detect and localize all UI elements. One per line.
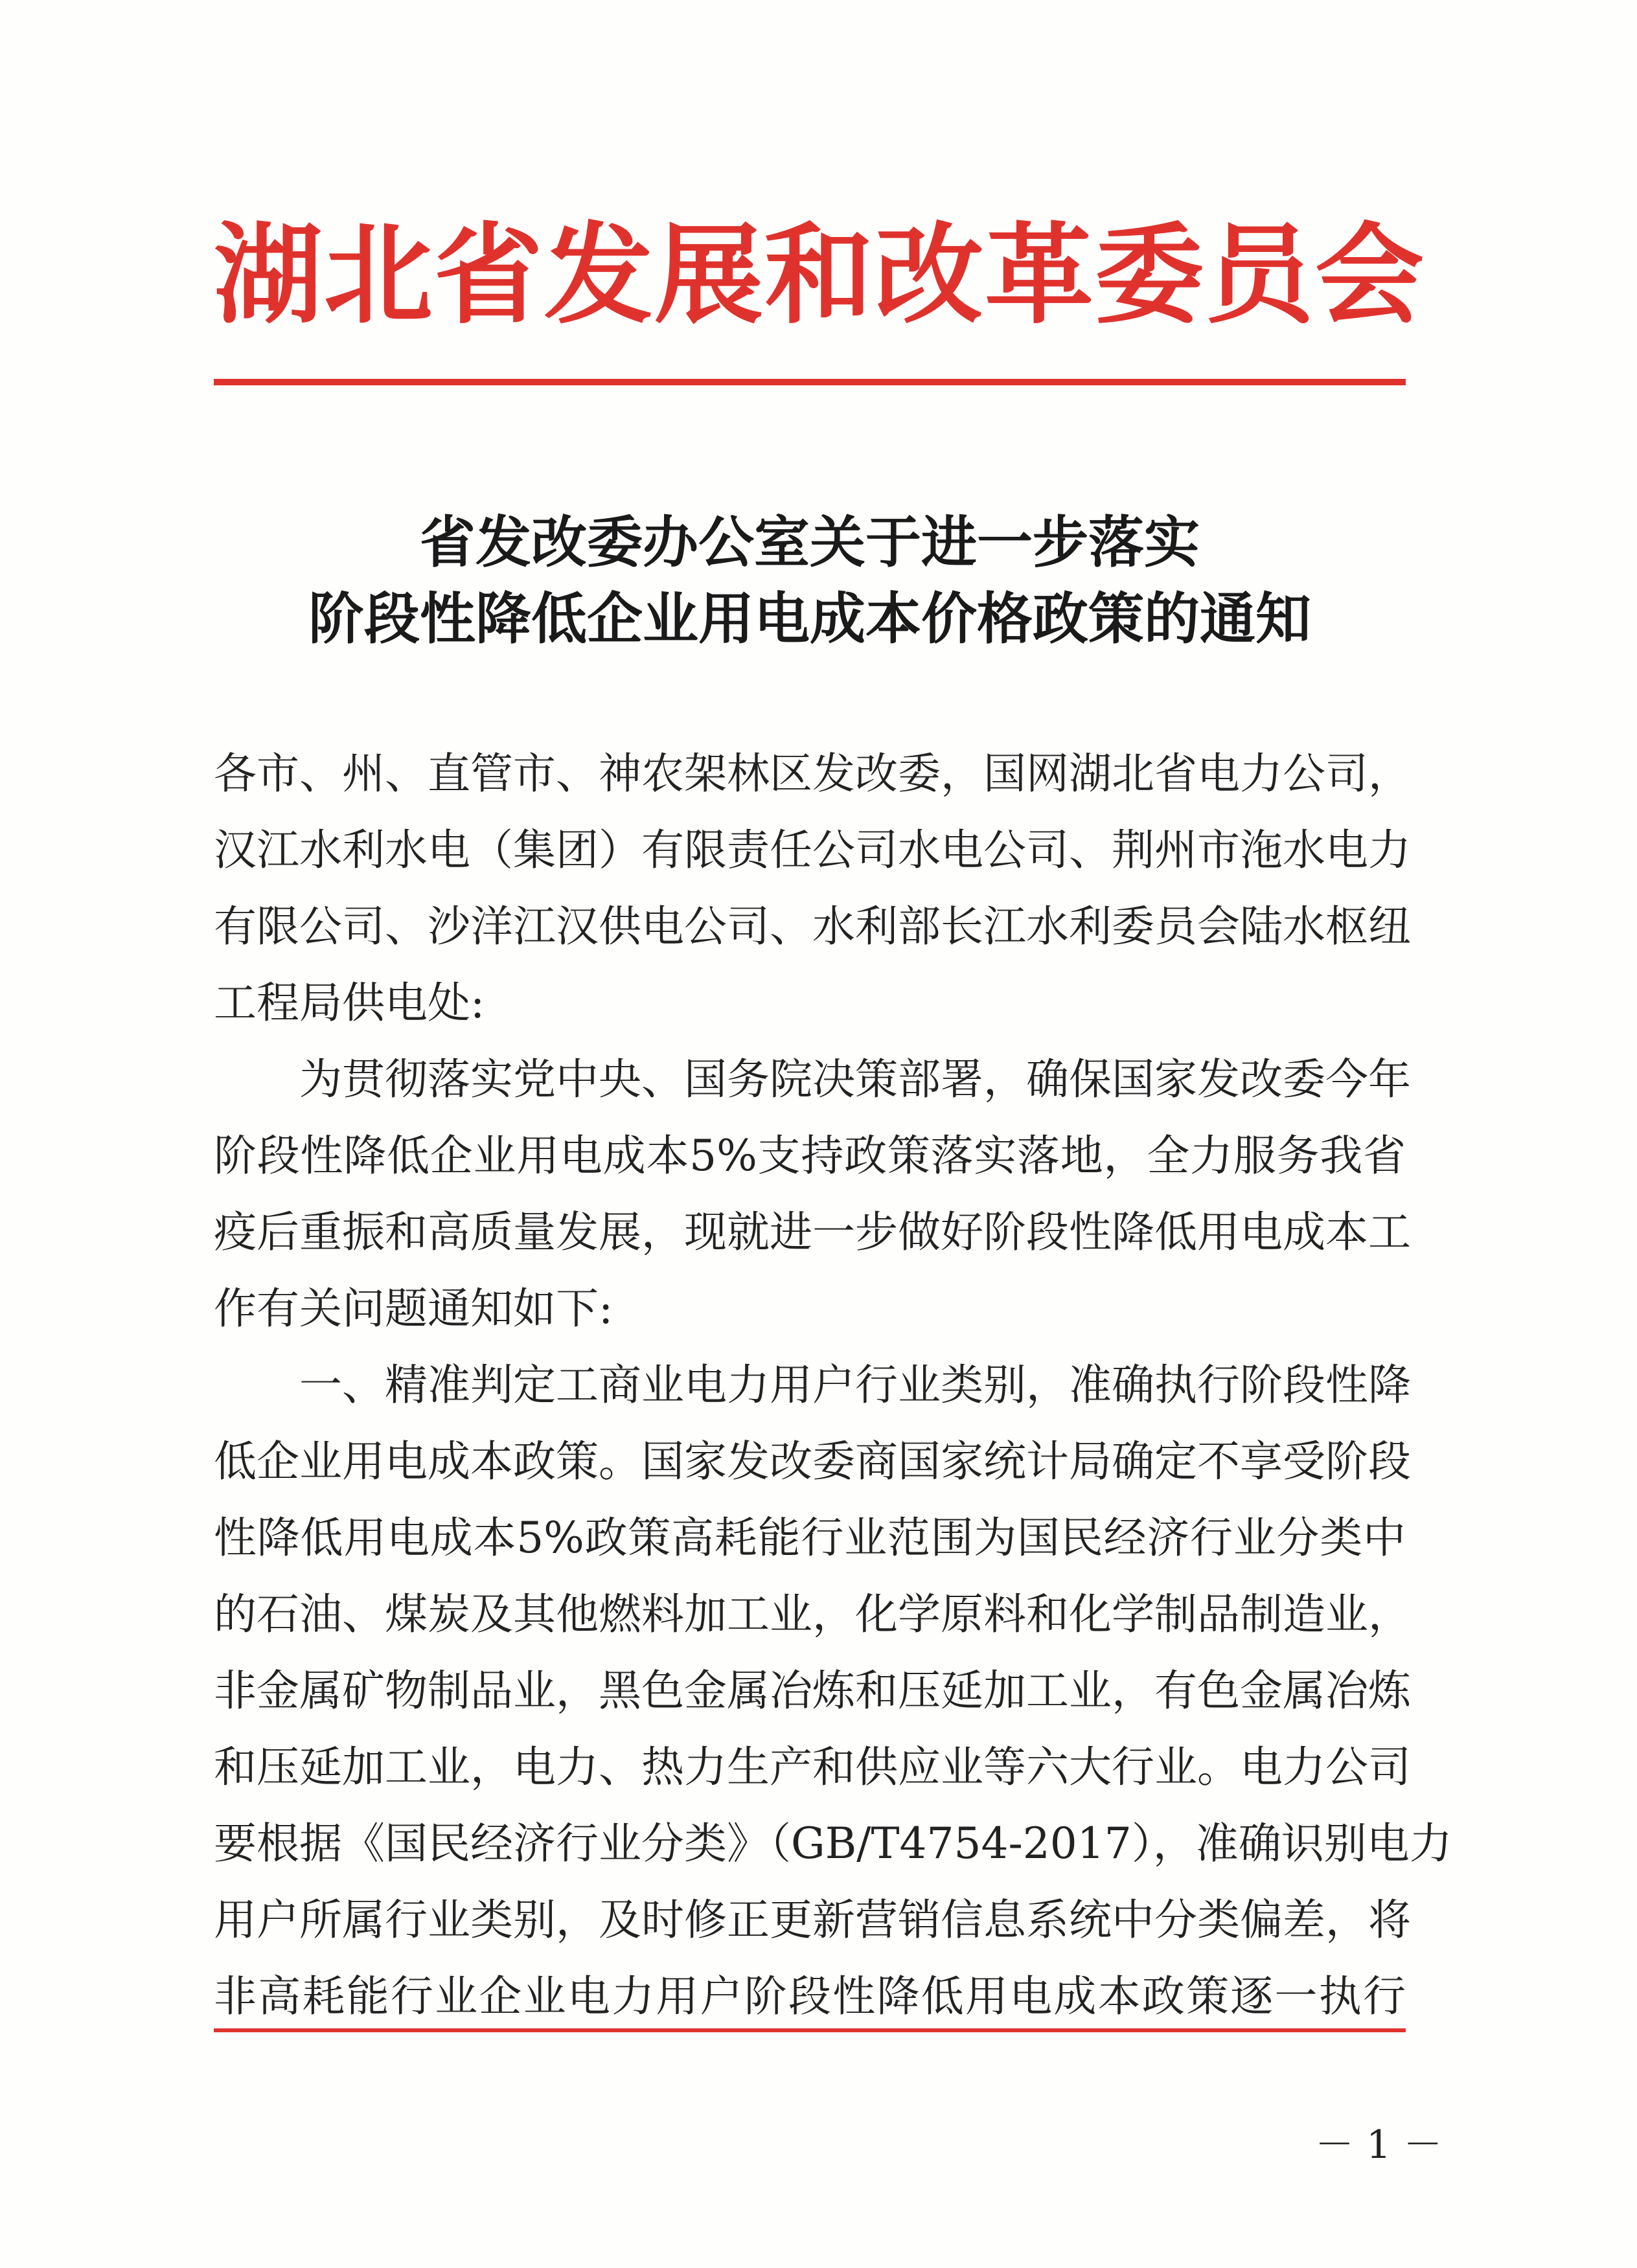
document-title-line-1: 省发改委办公室关于进一步落实 <box>420 510 1200 575</box>
document-title-line-2: 阶段性降低企业用电成本价格政策的通知 <box>308 587 1311 652</box>
paragraph-2-line-7: 要根据《国民经济行业分类》（GB/T4754-2017），准确识别电力 <box>214 1819 1452 1868</box>
footer-red-rule <box>214 2028 1406 2032</box>
addressee-line-3: 有限公司、沙洋江汉供电公司、水利部长江水利委员会陆水枢纽 <box>214 902 1411 951</box>
paragraph-2-line-8: 用户所属行业类别，及时修正更新营销信息系统中分类偏差，将 <box>214 1895 1411 1945</box>
paragraph-2-line-1: 一、精准判定工商业电力用户行业类别，准确执行阶段性降 <box>299 1360 1411 1410</box>
masthead-red-rule <box>214 379 1406 385</box>
paragraph-2-line-2: 低企业用电成本政策。国家发改委商国家统计局确定不享受阶段 <box>214 1436 1411 1486</box>
issuer-masthead: 湖北省发展和改革委员会 <box>214 210 1425 339</box>
addressee-line-2: 汉江水利水电（集团）有限责任公司水电公司、荆州市沲水电力 <box>214 825 1411 875</box>
paragraph-1-line-2: 阶段性降低企业用电成本5%支持政策落实落地，全力服务我省 <box>214 1131 1406 1181</box>
paragraph-2-line-5: 非金属矿物制品业，黑色金属冶炼和压延加工业，有色金属冶炼 <box>214 1666 1411 1716</box>
addressee-line-1: 各市、州、直管市、神农架林区发改委，国网湖北省电力公司， <box>214 749 1411 799</box>
paragraph-1-line-1: 为贯彻落实党中央、国务院决策部署，确保国家发改委今年 <box>299 1054 1411 1104</box>
paragraph-1-line-4: 作有关问题通知如下: <box>214 1284 613 1333</box>
paragraph-2-line-4: 的石油、煤炭及其他燃料加工业，化学原料和化学制品制造业， <box>214 1589 1411 1639</box>
addressee-line-4: 工程局供电处: <box>214 978 485 1028</box>
paragraph-2-line-6: 和压延加工业，电力、热力生产和供应业等六大行业。电力公司 <box>214 1742 1411 1792</box>
paragraph-1-line-3: 疫后重振和高质量发展，现就进一步做好阶段性降低用电成本工 <box>214 1207 1411 1257</box>
paragraph-2-line-3: 性降低用电成本5%政策高耗能行业范围为国民经济行业分类中 <box>214 1513 1406 1563</box>
paragraph-2-line-9: 非高耗能行业企业电力用户阶段性降低用电成本政策逐一执行 <box>214 1971 1406 2021</box>
page-number: － 1 － <box>1315 2122 1443 2168</box>
